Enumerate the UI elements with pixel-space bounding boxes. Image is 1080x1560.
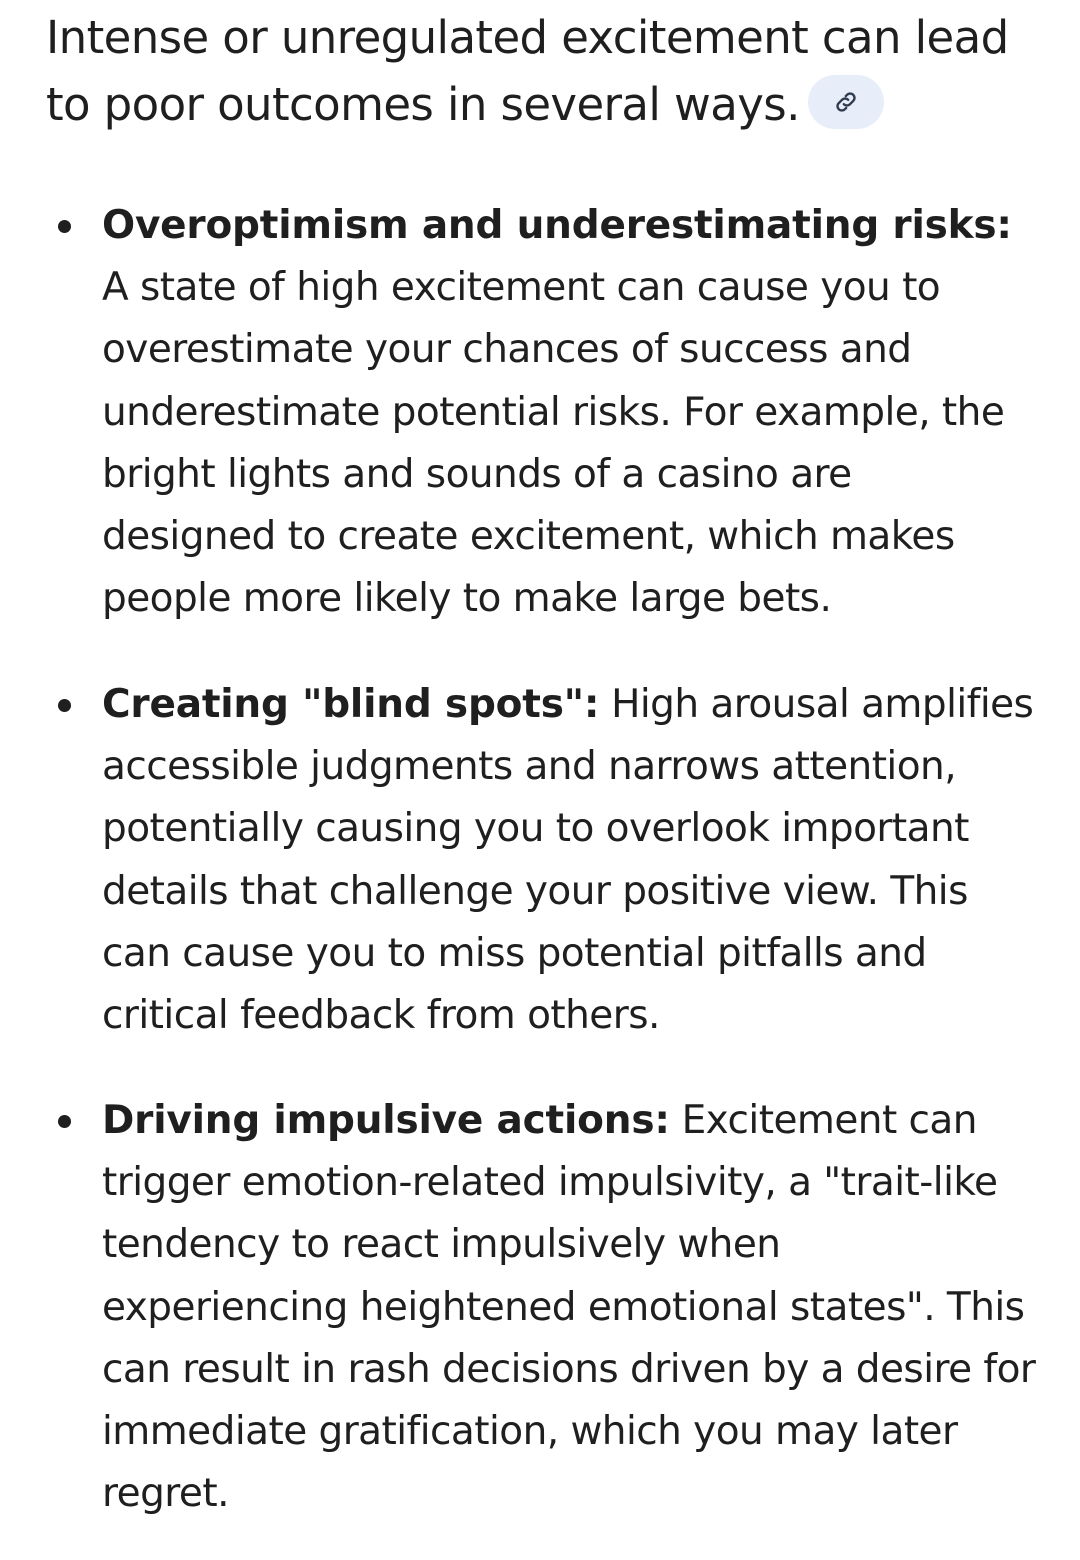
list-item-title: Overoptimism and underestimating risks: <box>102 203 1012 248</box>
response-content <box>46 4 1036 138</box>
list-item-body: Excitement can trigger emotion-related impulsivity, a "trait-like tendency to react impulsively when experiencing heightened emotional states". This can result in rash decisions driven by a desire for immediate gratification, which you may later regret. <box>102 1098 1036 1517</box>
intro-paragraph <box>46 4 1036 138</box>
bullet-icon <box>58 1115 71 1128</box>
list-item <box>46 674 1036 1047</box>
list-item-text <box>102 1090 1036 1525</box>
intro-text: Intense or unregulated excitement can lead to poor outcomes in several ways. <box>46 11 1009 131</box>
list-item <box>46 1090 1036 1525</box>
list-item-title: Driving impulsive actions: <box>102 1098 670 1143</box>
source-link-chip[interactable] <box>808 75 884 129</box>
link-icon <box>833 89 859 115</box>
list-item-body: A state of high excitement can cause you to overestimate your chances of success and underestimate potential risks. For example, the bright lights and sounds of a casino are designed to create excitement, which makes people more likely to make large bets. <box>102 265 1005 622</box>
list-item-title: Creating "blind spots": <box>102 682 600 727</box>
list-item <box>46 195 1036 630</box>
bullet-icon <box>58 699 71 712</box>
list-item-body: High arousal amplifies accessible judgments and narrows attention, potentially causing you to overlook important details that challenge your positive view. This can cause you to miss potential pitfalls and critical feedback from others. <box>102 682 1034 1039</box>
list-item-text <box>102 674 1036 1047</box>
bullet-icon <box>58 220 71 233</box>
list-item-text <box>102 195 1036 630</box>
